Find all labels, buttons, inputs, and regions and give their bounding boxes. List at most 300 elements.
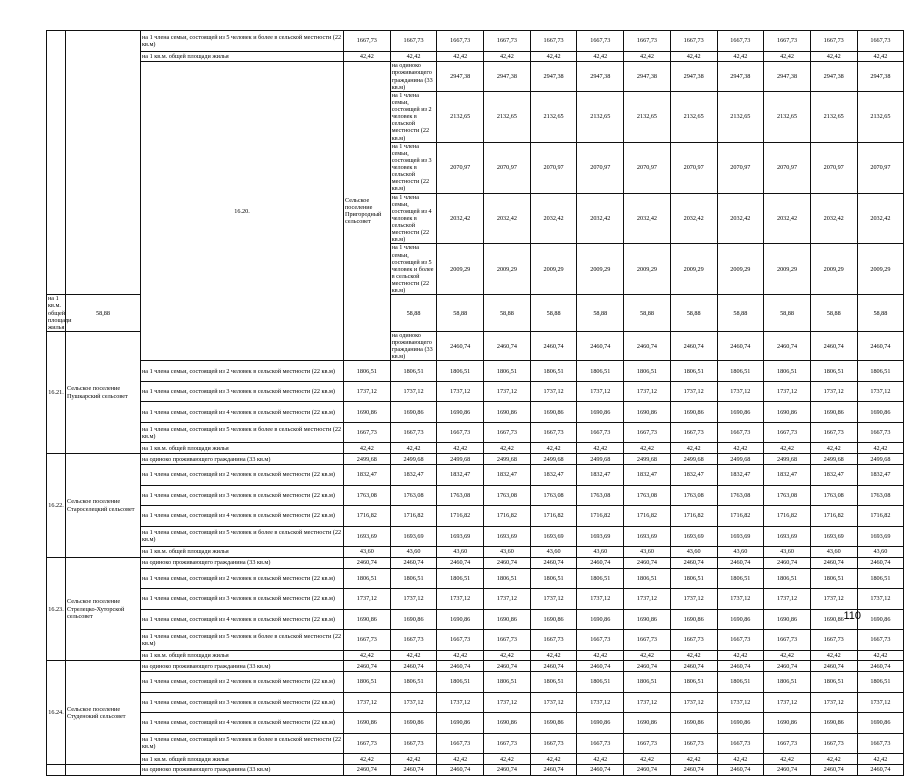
value-cell: 1737,12 [717,589,764,610]
value-cell: 2032,42 [577,193,624,244]
value-cell: 2032,42 [624,193,671,244]
value-cell: 1667,73 [484,630,531,651]
table-row [47,422,904,443]
value-cell: 42,42 [857,754,904,765]
value-cell: 1693,69 [530,526,577,547]
table-row [47,361,904,382]
row-description: на 1 кв.м. общей площади жилья [141,754,344,765]
value-cell: 2460,74 [810,331,857,361]
value-cell: 1690,86 [810,402,857,423]
value-cell: 2132,65 [764,91,811,142]
value-cell: 1832,47 [857,465,904,486]
value-cell: 1667,73 [344,422,391,443]
value-cell: 1737,12 [670,381,717,402]
value-cell: 1806,51 [390,672,437,693]
value-cell: 2499,68 [764,454,811,465]
value-cell: 1806,51 [530,568,577,589]
value-cell: 43,60 [437,547,484,558]
value-cell: 1667,73 [530,31,577,52]
value-cell: 42,42 [577,443,624,454]
value-cell: 2070,97 [810,142,857,193]
value-cell: 58,88 [530,295,577,332]
row-description: на 1 члена семьи, состоящей из 4 человек в сельской местности (22 кв.м) [390,193,437,244]
table-row [47,589,904,610]
value-cell: 1690,86 [484,402,531,423]
value-cell: 2132,65 [717,91,764,142]
value-cell: 1667,73 [624,31,671,52]
table-row [47,51,904,62]
value-cell: 1737,12 [530,381,577,402]
value-cell: 1806,51 [484,568,531,589]
value-cell: 2499,68 [484,454,531,465]
value-cell: 1667,73 [390,31,437,52]
row-description: на 1 члена семьи, состоящей из 2 человек в сельской местности (22 кв.м) [141,568,344,589]
value-cell: 1832,47 [390,465,437,486]
value-cell: 42,42 [717,650,764,661]
value-cell: 2009,29 [764,244,811,295]
value-cell: 42,42 [344,443,391,454]
value-cell: 1690,86 [437,713,484,734]
value-cell: 1690,86 [764,609,811,630]
value-cell: 2460,74 [857,331,904,361]
row-description: на одиноко проживающего гражданина (33 кв.м) [141,557,344,568]
value-cell: 42,42 [624,754,671,765]
value-cell: 1667,73 [530,630,577,651]
value-cell: 1806,51 [344,672,391,693]
settlement-name: Сельское поселение Староселецкий сельсовет [66,454,141,558]
value-cell: 2947,38 [717,62,764,92]
value-cell: 1690,86 [530,713,577,734]
value-cell: 43,60 [344,547,391,558]
value-cell: 42,42 [577,754,624,765]
value-cell: 1693,69 [857,526,904,547]
value-cell: 43,60 [390,547,437,558]
table-row [47,485,904,506]
value-cell: 2460,74 [857,765,904,776]
value-cell: 2070,97 [484,142,531,193]
value-cell: 2132,65 [810,91,857,142]
table-row [47,465,904,486]
table-row [47,506,904,527]
value-cell: 2499,68 [670,454,717,465]
value-cell: 2947,38 [577,62,624,92]
value-cell: 1667,73 [717,422,764,443]
value-cell: 2460,74 [810,765,857,776]
value-cell: 42,42 [530,443,577,454]
settlement-name: Сельское поселение Пушкарский сельсовет [66,331,141,453]
value-cell: 58,88 [670,295,717,332]
page-number: 110 [843,610,861,622]
value-cell: 2009,29 [670,244,717,295]
value-cell: 1667,73 [484,31,531,52]
row-description: на одиноко проживающего гражданина (33 кв.м) [141,454,344,465]
value-cell: 1690,86 [624,609,671,630]
value-cell: 42,42 [857,51,904,62]
value-cell: 2460,74 [437,557,484,568]
value-cell: 1806,51 [764,672,811,693]
row-description: на 1 члена семьи, состоящей из 5 человек и более в сельской местности (22 кв.м) [141,422,344,443]
value-cell: 1832,47 [344,465,391,486]
value-cell: 2460,74 [624,331,671,361]
value-cell: 1667,73 [577,422,624,443]
value-cell: 1763,08 [344,485,391,506]
value-cell: 1667,73 [717,630,764,651]
value-cell: 1737,12 [810,692,857,713]
value-cell: 2009,29 [717,244,764,295]
table-row [47,31,904,52]
row-description: на 1 члена семьи, состоящей из 3 человек в сельской местности (22 кв.м) [141,485,344,506]
value-cell: 1763,08 [390,485,437,506]
value-cell: 1667,73 [810,422,857,443]
value-cell: 1667,73 [670,630,717,651]
value-cell: 2009,29 [484,244,531,295]
value-cell: 1763,08 [437,485,484,506]
section-number: 16.24. [47,661,66,765]
value-cell: 1737,12 [390,381,437,402]
value-cell: 1737,12 [344,589,391,610]
section-number [47,31,66,295]
value-cell: 42,42 [390,443,437,454]
row-description: на 1 члена семьи, состоящей из 4 человек в сельской местности (22 кв.м) [141,402,344,423]
value-cell: 1667,73 [857,31,904,52]
value-cell: 1737,12 [390,692,437,713]
value-cell: 1667,73 [857,733,904,754]
value-cell: 1737,12 [344,692,391,713]
value-cell: 58,88 [66,295,141,332]
value-cell: 1832,47 [577,465,624,486]
value-cell: 1690,86 [390,713,437,734]
value-cell: 1667,73 [764,422,811,443]
value-cell: 42,42 [810,754,857,765]
table-row [47,754,904,765]
value-cell: 1716,82 [624,506,671,527]
value-cell: 1806,51 [810,568,857,589]
value-cell: 42,42 [390,650,437,661]
table-row [47,402,904,423]
value-cell: 58,88 [577,295,624,332]
value-cell: 1667,73 [764,630,811,651]
value-cell: 2460,74 [764,331,811,361]
value-cell: 1806,51 [530,672,577,693]
value-cell: 2499,68 [577,454,624,465]
value-cell: 1690,86 [577,609,624,630]
value-cell: 2460,74 [484,331,531,361]
value-cell: 42,42 [810,51,857,62]
value-cell: 2009,29 [437,244,484,295]
value-cell: 2499,68 [390,454,437,465]
value-cell: 2460,74 [437,331,484,361]
row-description: на 1 члена семьи, состоящей из 5 человек и более в сельской местности (22 кв.м) [141,630,344,651]
value-cell: 1806,51 [390,568,437,589]
value-cell: 1737,12 [764,381,811,402]
value-cell: 2460,74 [624,661,671,672]
tariff-table [46,30,904,776]
value-cell: 1690,86 [764,713,811,734]
value-cell: 1690,86 [857,609,904,630]
value-cell: 2460,74 [484,557,531,568]
value-cell: 2499,68 [717,454,764,465]
value-cell: 1737,12 [857,589,904,610]
row-description: на 1 кв.м. общей площади жилья [141,443,344,454]
value-cell: 2460,74 [764,661,811,672]
value-cell: 2460,74 [577,557,624,568]
value-cell: 1737,12 [810,589,857,610]
value-cell: 1690,86 [437,402,484,423]
value-cell: 1832,47 [764,465,811,486]
value-cell: 42,42 [530,754,577,765]
value-cell: 2460,74 [624,765,671,776]
value-cell: 2460,74 [530,331,577,361]
settlement-name: Сельское поселение Стрелецко-Хуторской сельсовет [66,557,141,661]
value-cell: 42,42 [764,650,811,661]
value-cell: 1832,47 [717,465,764,486]
value-cell: 1693,69 [344,526,391,547]
value-cell: 1667,73 [484,422,531,443]
value-cell: 1690,86 [764,402,811,423]
table-row [47,557,904,568]
value-cell: 1832,47 [670,465,717,486]
row-description: на 1 члена семьи, состоящей из 4 человек в сельской местности (22 кв.м) [141,506,344,527]
value-cell: 2460,74 [624,557,671,568]
value-cell: 2947,38 [484,62,531,92]
value-cell: 1667,73 [390,630,437,651]
value-cell: 1806,51 [717,672,764,693]
value-cell: 2947,38 [624,62,671,92]
value-cell: 42,42 [577,650,624,661]
value-cell: 1806,51 [390,361,437,382]
value-cell: 1806,51 [437,361,484,382]
value-cell: 43,60 [764,547,811,558]
value-cell: 42,42 [484,754,531,765]
value-cell: 1763,08 [670,485,717,506]
value-cell: 1667,73 [624,422,671,443]
table-row [47,630,904,651]
value-cell: 1667,73 [810,733,857,754]
value-cell: 58,88 [484,295,531,332]
value-cell: 1737,12 [437,381,484,402]
value-cell: 1667,73 [624,630,671,651]
row-description: на одиноко проживающего гражданина (33 кв.м) [141,661,344,672]
value-cell: 2460,74 [530,765,577,776]
value-cell: 42,42 [670,51,717,62]
value-cell: 1667,73 [577,630,624,651]
value-cell: 2009,29 [530,244,577,295]
value-cell: 42,42 [764,51,811,62]
value-cell: 1737,12 [577,381,624,402]
table-row [47,713,904,734]
section-number: 16.22. [47,454,66,558]
value-cell: 1690,86 [437,609,484,630]
value-cell: 1716,82 [857,506,904,527]
value-cell: 1693,69 [437,526,484,547]
value-cell: 1667,73 [810,31,857,52]
value-cell: 43,60 [484,547,531,558]
value-cell: 1690,86 [810,609,857,630]
value-cell: 2460,74 [764,765,811,776]
value-cell: 2032,42 [717,193,764,244]
value-cell: 42,42 [344,754,391,765]
value-cell: 2947,38 [670,62,717,92]
value-cell: 1716,82 [530,506,577,527]
value-cell: 42,42 [437,754,484,765]
value-cell: 1806,51 [857,568,904,589]
row-description: на 1 кв.м. общей площади жилья [141,51,344,62]
value-cell: 1806,51 [857,672,904,693]
value-cell: 1690,86 [670,713,717,734]
table-row [47,650,904,661]
row-description: на одиноко проживающего гражданина (33 кв.м) [390,331,437,361]
row-description: на 1 члена семьи, состоящей из 2 человек в сельской местности (22 кв.м) [141,672,344,693]
value-cell: 1763,08 [857,485,904,506]
value-cell: 1690,86 [484,713,531,734]
value-cell: 1667,73 [624,733,671,754]
value-cell: 1806,51 [344,361,391,382]
value-cell: 2460,74 [437,661,484,672]
row-description: на 1 члена семьи, состоящей из 3 человек в сельской местности (22 кв.м) [141,589,344,610]
value-cell: 1693,69 [670,526,717,547]
value-cell: 2499,68 [624,454,671,465]
value-cell: 1690,86 [344,609,391,630]
value-cell: 42,42 [670,443,717,454]
settlement-name: Сельское поселение Пригородный сельсовет [344,62,391,361]
value-cell: 2070,97 [670,142,717,193]
value-cell: 1763,08 [484,485,531,506]
value-cell: 1690,86 [624,713,671,734]
value-cell: 1667,73 [764,733,811,754]
value-cell: 2009,29 [577,244,624,295]
value-cell: 1716,82 [764,506,811,527]
row-description: на 1 кв.м. общей площади жилья [141,547,344,558]
value-cell: 2460,74 [670,331,717,361]
value-cell: 1806,51 [530,361,577,382]
value-cell: 2460,74 [717,557,764,568]
value-cell: 1806,51 [717,361,764,382]
value-cell: 2009,29 [624,244,671,295]
value-cell: 2460,74 [717,331,764,361]
value-cell: 1667,73 [344,630,391,651]
value-cell: 1763,08 [530,485,577,506]
value-cell: 1693,69 [390,526,437,547]
value-cell: 2070,97 [437,142,484,193]
value-cell: 58,88 [437,295,484,332]
value-cell: 2947,38 [437,62,484,92]
value-cell: 42,42 [764,443,811,454]
row-description: на одиноко проживающего гражданина (33 кв.м) [141,765,344,776]
section-number: 16.20. [141,62,344,361]
value-cell: 1667,73 [857,630,904,651]
value-cell: 42,42 [437,443,484,454]
value-cell: 42,42 [857,650,904,661]
table-row [47,443,904,454]
value-cell: 1806,51 [577,568,624,589]
value-cell: 1832,47 [624,465,671,486]
value-cell: 2947,38 [857,62,904,92]
value-cell: 43,60 [577,547,624,558]
value-cell: 1832,47 [530,465,577,486]
value-cell: 2460,74 [717,765,764,776]
value-cell: 1667,73 [577,733,624,754]
value-cell: 1806,51 [577,361,624,382]
value-cell: 1690,86 [670,609,717,630]
value-cell: 42,42 [390,754,437,765]
value-cell: 1716,82 [344,506,391,527]
value-cell: 2460,74 [670,765,717,776]
value-cell: 1693,69 [810,526,857,547]
value-cell: 42,42 [670,754,717,765]
table-row [47,661,904,672]
row-description: на 1 члена семьи, состоящей из 3 человек в сельской местности (22 кв.м) [141,381,344,402]
value-cell: 1763,08 [577,485,624,506]
value-cell: 1690,86 [810,713,857,734]
value-cell: 1716,82 [437,506,484,527]
value-cell: 2032,42 [764,193,811,244]
value-cell: 2009,29 [857,244,904,295]
value-cell: 1690,86 [577,402,624,423]
value-cell: 1806,51 [437,568,484,589]
value-cell: 2460,74 [857,557,904,568]
value-cell: 1737,12 [857,692,904,713]
row-description: на 1 члена семьи, состоящей из 3 человек в сельской местности (22 кв.м) [390,142,437,193]
row-description: на одиноко проживающего гражданина (33 кв.м) [390,62,437,92]
value-cell: 1716,82 [717,506,764,527]
value-cell: 1693,69 [624,526,671,547]
value-cell: 2070,97 [857,142,904,193]
value-cell: 1737,12 [717,692,764,713]
table-row [47,609,904,630]
value-cell: 1690,86 [577,713,624,734]
value-cell: 43,60 [857,547,904,558]
value-cell: 1716,82 [577,506,624,527]
value-cell: 42,42 [717,443,764,454]
value-cell: 42,42 [810,443,857,454]
value-cell: 42,42 [670,650,717,661]
value-cell: 1806,51 [717,568,764,589]
value-cell: 2460,74 [717,661,764,672]
section-number: 16.23. [47,557,66,661]
value-cell: 42,42 [577,51,624,62]
value-cell: 42,42 [484,51,531,62]
value-cell: 43,60 [530,547,577,558]
value-cell: 1806,51 [624,361,671,382]
value-cell: 1737,12 [484,381,531,402]
row-description: на 1 члена семьи, состоящей из 3 человек в сельской местности (22 кв.м) [141,692,344,713]
section-number [47,765,66,776]
value-cell: 2460,74 [577,331,624,361]
value-cell: 42,42 [530,51,577,62]
value-cell: 42,42 [437,650,484,661]
value-cell: 2460,74 [577,765,624,776]
value-cell: 2132,65 [577,91,624,142]
value-cell: 42,42 [390,51,437,62]
value-cell: 1667,73 [530,422,577,443]
table-row [47,526,904,547]
value-cell: 1690,86 [670,402,717,423]
value-cell: 1667,73 [717,733,764,754]
value-cell: 1763,08 [810,485,857,506]
value-cell: 42,42 [530,650,577,661]
value-cell: 2032,42 [670,193,717,244]
value-cell: 2460,74 [577,661,624,672]
value-cell: 1737,12 [344,381,391,402]
value-cell: 2460,74 [344,661,391,672]
value-cell: 1690,86 [344,402,391,423]
row-description: на 1 члена семьи, состоящей из 4 человек в сельской местности (22 кв.м) [141,609,344,630]
value-cell: 1690,86 [857,402,904,423]
value-cell: 58,88 [764,295,811,332]
value-cell: 1806,51 [810,361,857,382]
value-cell: 42,42 [484,650,531,661]
value-cell: 1806,51 [670,568,717,589]
